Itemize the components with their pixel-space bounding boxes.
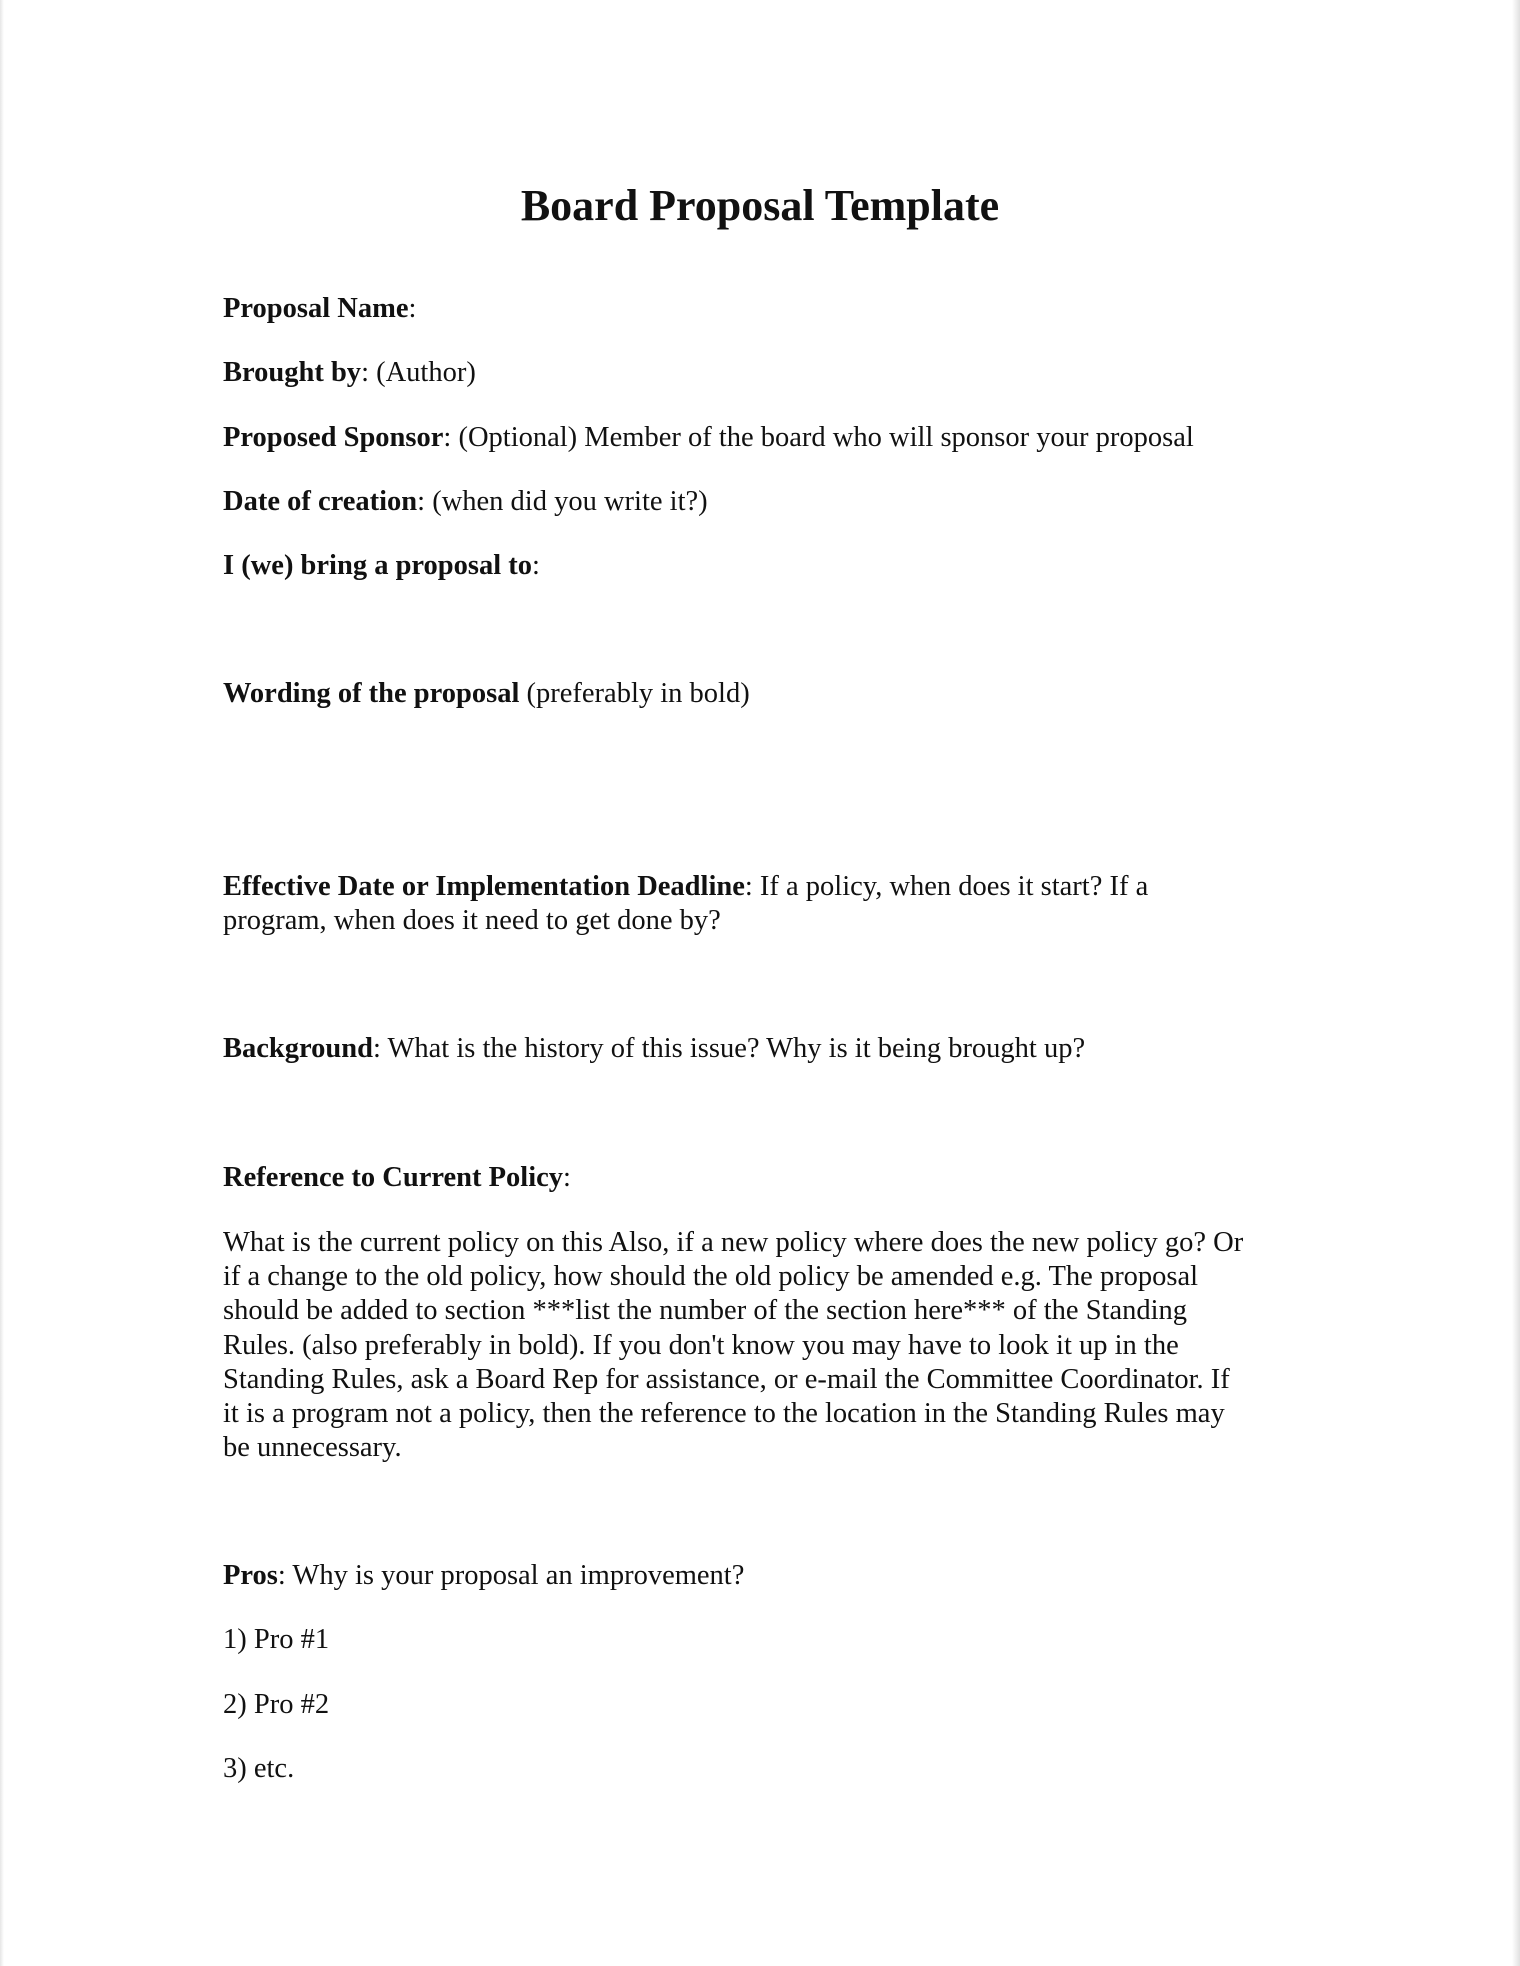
- body-line: Rules. (also preferably in bold). If you don't know you may have to look it up in the: [223, 1329, 1179, 1361]
- field-separator: :: [563, 1162, 571, 1193]
- field-separator: :: [744, 871, 753, 902]
- field-label: Wording of the proposal: [223, 678, 520, 709]
- pros-list-item: 2) Pro #2: [223, 1689, 330, 1720]
- field-bring-proposal-to: [223, 549, 1323, 583]
- field-value: (when did you write it?): [425, 486, 708, 517]
- field-label: Brought by: [223, 357, 362, 388]
- page-edge-left: [0, 0, 4, 1966]
- body-line: should be added to section ***list the number of the section here*** of the Standing: [223, 1295, 1188, 1327]
- field-proposal-name: [223, 292, 1323, 326]
- field-label: Reference to Current Policy: [223, 1162, 564, 1193]
- field-line: program, when does it need to get done by?: [223, 905, 721, 937]
- body-line: it is a program not a policy, then the reference to the location in the Standing Rules may: [223, 1398, 1225, 1430]
- field-label: I (we) bring a proposal to: [223, 550, 533, 581]
- field-value: (Optional) Member of the board who will sponsor your proposal: [451, 422, 1194, 453]
- field-label: Proposal Name: [223, 293, 409, 324]
- body-line: Standing Rules, ask a Board Rep for assistance, or e-mail the Committee Coordinator. If: [223, 1363, 1230, 1395]
- document-title: Board Proposal Template: [520, 181, 1000, 230]
- field-label: Pros: [223, 1560, 278, 1591]
- field-separator: :: [408, 293, 417, 324]
- field-value: If a policy, when does it start? If a: [752, 871, 1149, 902]
- field-proposed-sponsor: [223, 421, 1323, 455]
- pros-list-item: 3) etc.: [223, 1753, 295, 1784]
- field-pros: [223, 1559, 1323, 1593]
- field-label: Background: [223, 1033, 373, 1064]
- field-label: Date of creation: [223, 486, 418, 517]
- reference-body: [223, 1226, 1313, 1465]
- field-wording: [223, 677, 1323, 711]
- field-value: (Author): [368, 357, 476, 388]
- field-effective-date: [223, 870, 1313, 938]
- field-separator: :: [443, 422, 452, 453]
- field-value: Why is your proposal an improvement?: [285, 1560, 745, 1591]
- field-date-of-creation: [223, 485, 1323, 519]
- field-value: (preferably in bold): [519, 678, 750, 709]
- field-separator: :: [417, 486, 426, 517]
- field-label: Proposed Sponsor: [223, 422, 444, 453]
- page-edge-right: [1512, 0, 1520, 1966]
- field-separator: :: [361, 357, 369, 388]
- body-line: if a change to the old policy, how should the old policy be amended e.g. The proposal: [223, 1261, 1199, 1293]
- field-line: [223, 870, 1313, 904]
- field-separator: :: [532, 550, 540, 581]
- field-background: [223, 1032, 1323, 1066]
- field-value: What is the history of this issue? Why is it being brought up?: [380, 1033, 1086, 1064]
- field-label: Effective Date or Implementation Deadline: [223, 871, 745, 902]
- field-separator: :: [372, 1033, 381, 1064]
- field-separator: :: [277, 1560, 286, 1591]
- field-brought-by: [223, 356, 1323, 390]
- field-reference: [223, 1161, 1323, 1195]
- body-line: be unnecessary.: [223, 1432, 402, 1464]
- pros-list-item: 1) Pro #1: [223, 1624, 330, 1655]
- body-line: What is the current policy on this Also, if a new policy where does the new policy go? Or: [223, 1227, 1244, 1258]
